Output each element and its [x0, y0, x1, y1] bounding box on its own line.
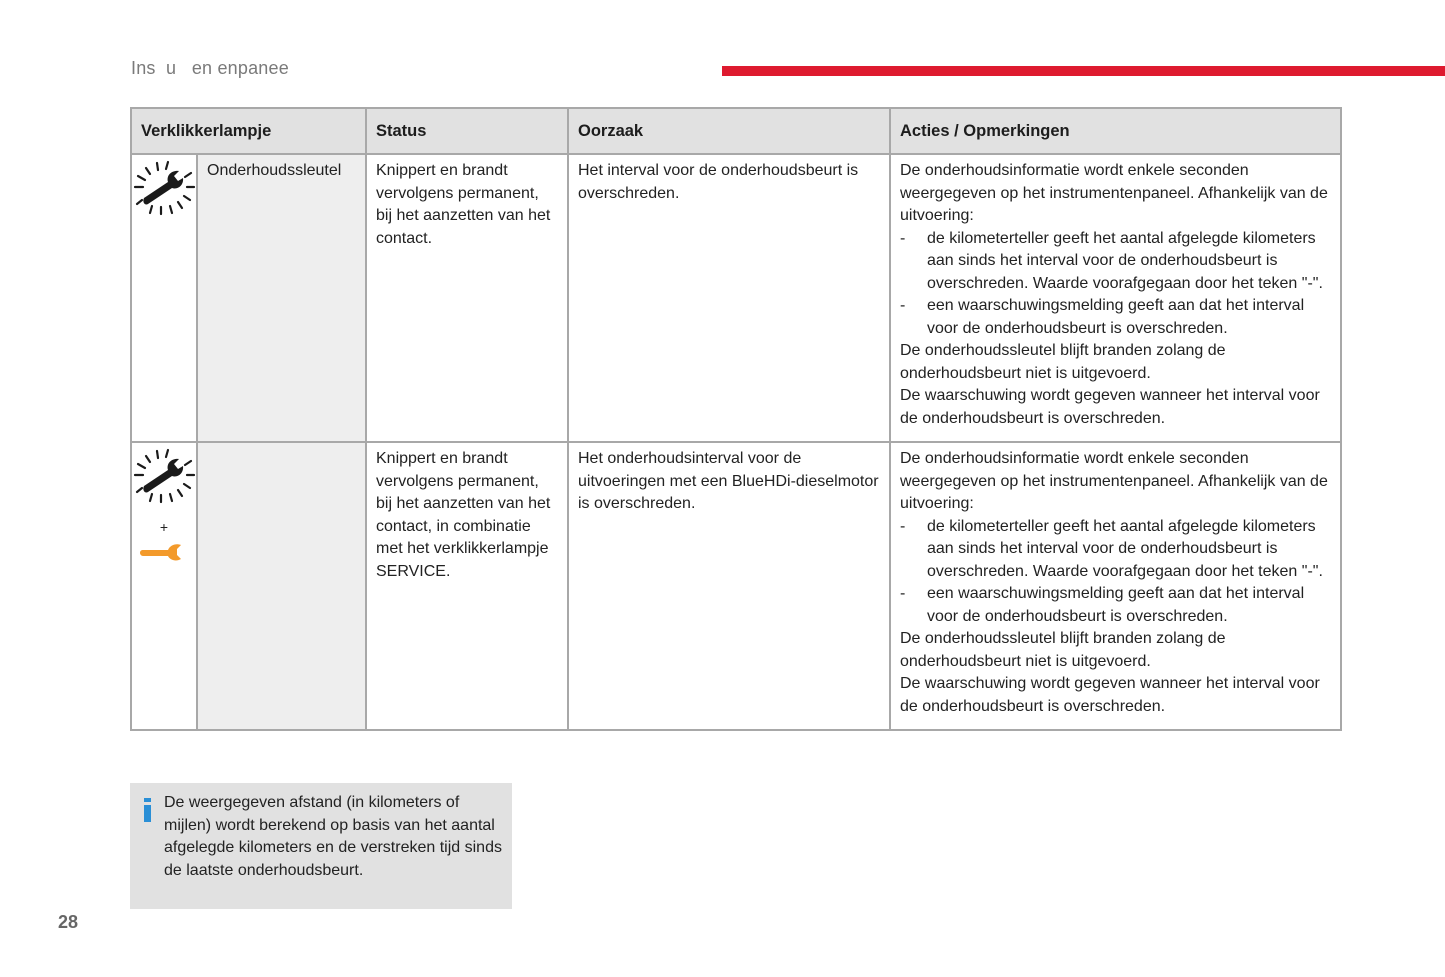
- warning-lamp-table: [130, 107, 1342, 731]
- bullet-text: een waarschuwingsmelding geeft aan dat het interval voor de onderhoudsbeurt is overschreden.: [927, 297, 1305, 337]
- bullet-dash: -: [900, 585, 906, 602]
- bullet-dash: -: [900, 517, 906, 535]
- status-cell: Knippert en brandt vervolgens permanent, bij het aanzetten van het contact, in combinatie met het verklikkerlampje SERVICE.: [366, 442, 568, 730]
- bullet-text: de kilometerteller geeft het aantal afgelegde kilometers aan sinds het interval voor de onderhoudsbeurt is overschreden. Waarde voorafgegaan door het teken "-".: [927, 517, 1323, 580]
- column-header-actions: Acties / Opmerkingen: [890, 108, 1341, 154]
- table-header-row: [131, 108, 1341, 154]
- bullet-item: [900, 228, 1332, 296]
- cause-cell: Het onderhoudsinterval voor de uitvoeringen met een BlueHDi-dieselmotor is overschreden.: [568, 442, 890, 730]
- table-row: [131, 442, 1341, 730]
- actions-intro: De onderhoudsinformatie wordt enkele seconden weergegeven op het instrumentenpaneel. Afhankelijk van de uitvoering:: [900, 162, 1328, 224]
- flashing-wrench-icon: [132, 493, 196, 510]
- info-note-text: De weergegeven afstand (in kilometers of mijlen) wordt berekend op basis van het aantal afgelegde kilometers en de verstreken tijd sinds de laatste onderhoudsbeurt.: [164, 794, 502, 879]
- header-accent-bar: [722, 66, 1445, 76]
- actions-note: De onderhoudssleutel blijft branden zolang de onderhoudsbeurt niet is uitgevoerd.: [900, 630, 1226, 670]
- table-row: [131, 154, 1341, 442]
- bullet-dash: -: [900, 229, 906, 247]
- actions-note: De onderhoudssleutel blijft branden zolang de onderhoudsbeurt niet is uitgevoerd.: [900, 342, 1226, 382]
- status-cell: Knippert en brandt vervolgens permanent, bij het aanzetten van het contact.: [366, 154, 568, 442]
- section-title: Ins u en enpanee: [131, 58, 289, 78]
- lamp-icon-cell: [131, 442, 197, 730]
- lamp-name-cell: Onderhoudssleutel: [197, 154, 366, 442]
- actions-cell: [890, 154, 1341, 442]
- bullet-item: [900, 516, 1332, 584]
- bullet-text: de kilometerteller geeft het aantal afgelegde kilometers aan sinds het interval voor de onderhoudsbeurt is overschreden. Waarde voorafgegaan door het teken "-".: [927, 229, 1323, 292]
- column-header-status: Status: [366, 108, 568, 154]
- bullet-item: [900, 295, 1332, 340]
- info-note-box: [130, 783, 512, 909]
- plus-sign: +: [159, 518, 169, 535]
- info-icon: [144, 798, 151, 822]
- lamp-name-cell: [197, 442, 366, 730]
- column-header-cause: Oorzaak: [568, 108, 890, 154]
- bullet-text: een waarschuwingsmelding geeft aan dat het interval voor de onderhoudsbeurt is overschreden.: [927, 585, 1305, 625]
- flashing-wrench-icon: [132, 205, 196, 222]
- column-header-lamp: Verklikkerlampje: [131, 108, 366, 154]
- actions-note: De waarschuwing wordt gegeven wanneer het interval voor de onderhoudsbeurt is overschreden.: [900, 675, 1320, 715]
- actions-cell: [890, 442, 1341, 730]
- actions-intro: De onderhoudsinformatie wordt enkele seconden weergegeven op het instrumentenpaneel. Afhankelijk van de uitvoering:: [900, 450, 1328, 512]
- bullet-item: [900, 583, 1332, 628]
- page-number: 28: [58, 912, 79, 932]
- lamp-icon-cell: [131, 154, 197, 442]
- cause-cell: Het interval voor de onderhoudsbeurt is overschreden.: [568, 154, 890, 442]
- actions-note: De waarschuwing wordt gegeven wanneer het interval voor de onderhoudsbeurt is overschreden.: [900, 387, 1320, 427]
- service-wrench-icon: [140, 551, 188, 568]
- bullet-dash: -: [900, 297, 906, 314]
